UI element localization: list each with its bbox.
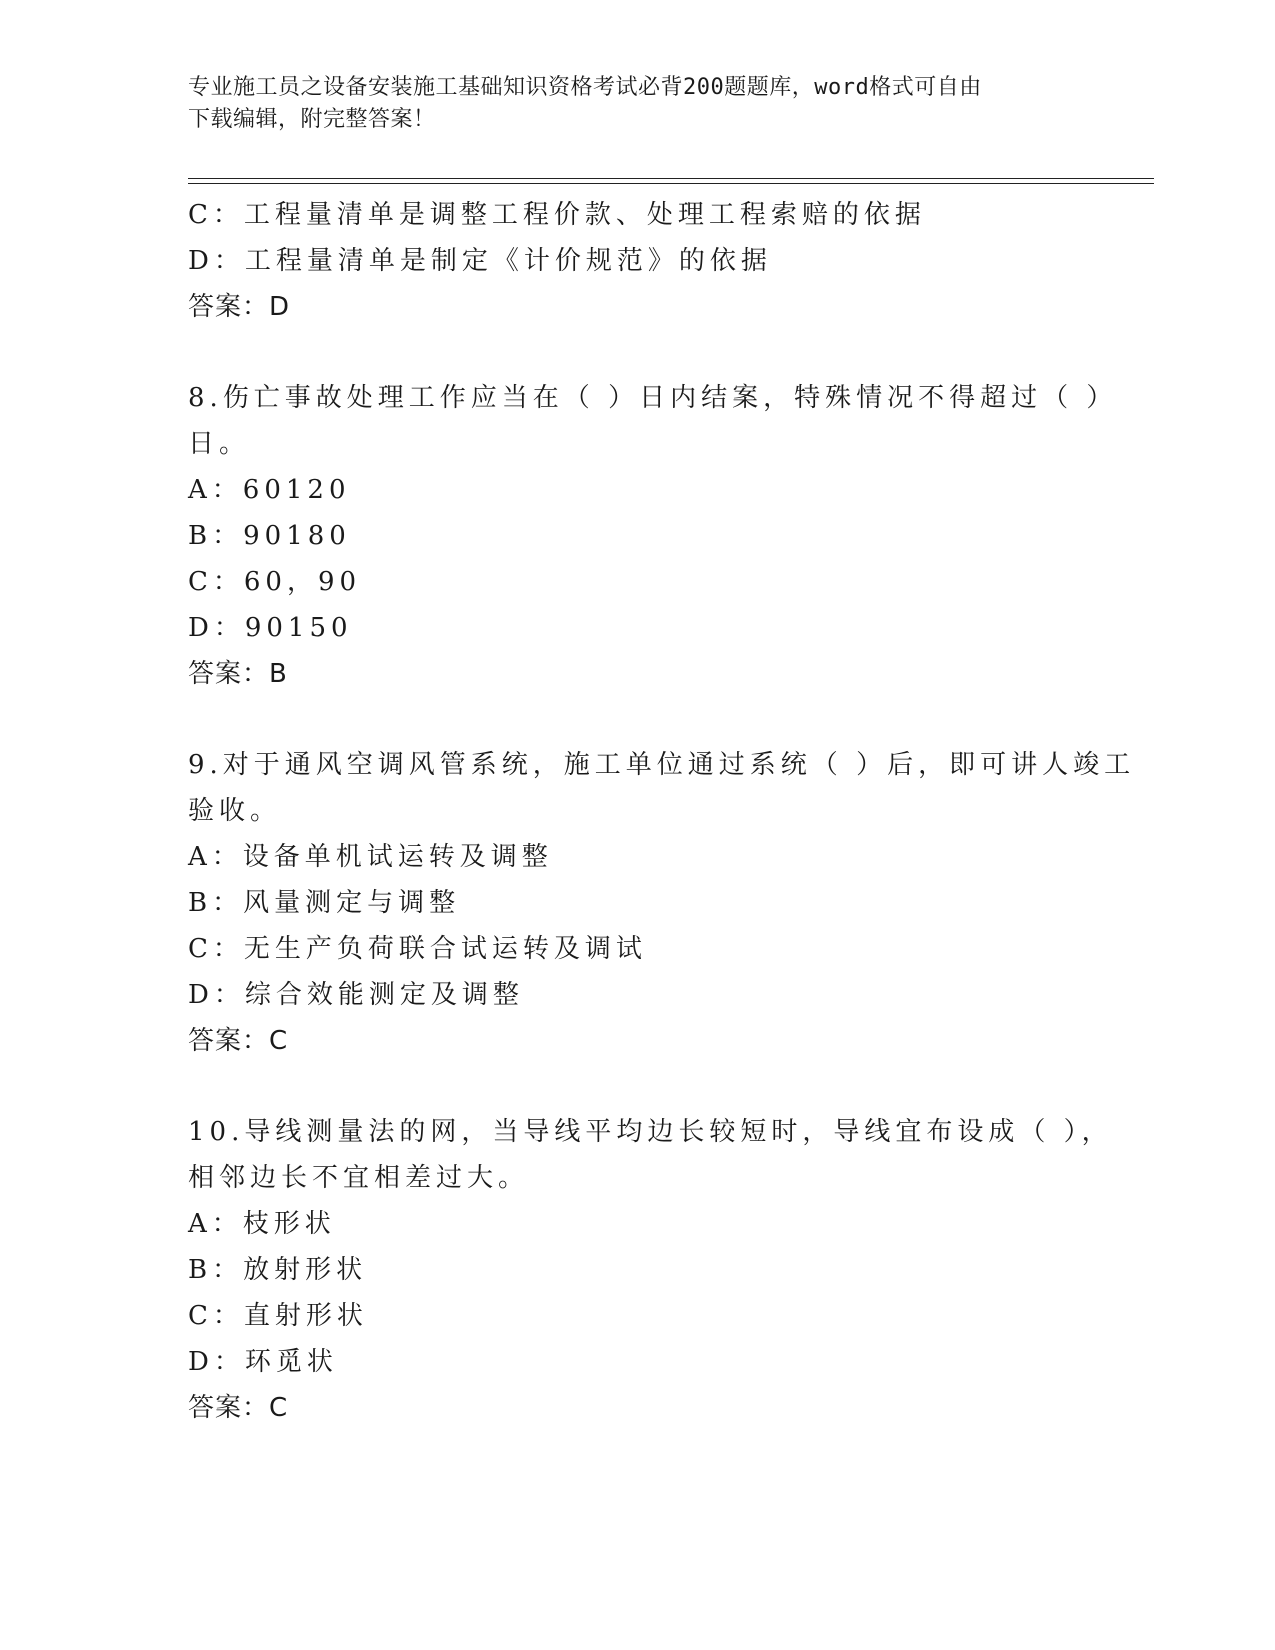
- question-stem-line-2: 验收。: [188, 796, 282, 826]
- header-divider-top: [188, 178, 1154, 179]
- question-10: [188, 1109, 1113, 1431]
- option-b: B：风量测定与调整: [188, 888, 461, 918]
- option-b: B：90180: [188, 521, 351, 551]
- answer-line: 答案：B: [188, 659, 288, 689]
- answer-line: 答案：C: [188, 1026, 289, 1056]
- option-d: D：90150: [188, 613, 353, 643]
- option-d: D：工程量清单是制定《计价规范》的依据: [188, 246, 772, 276]
- option-d: D：环觅状: [188, 1347, 338, 1377]
- question-stem-line-1: 10.导线测量法的网，当导线平均边长较短时，导线宜布设成（ ），: [188, 1117, 1113, 1147]
- option-a: A：60120: [188, 475, 351, 505]
- spacer: [188, 1064, 1088, 1109]
- question-list: [188, 192, 1136, 1431]
- option-b: B：放射形状: [188, 1255, 368, 1285]
- question-stem-line-2: 日。: [188, 429, 251, 459]
- document-header: [188, 72, 1068, 136]
- option-d: D：综合效能测定及调整: [188, 980, 524, 1010]
- question-8: [188, 375, 1118, 697]
- spacer: [188, 330, 1088, 375]
- option-c: C：60，90: [188, 567, 362, 597]
- option-c: C：直射形状: [188, 1301, 368, 1331]
- answer-line: 答案：C: [188, 1393, 289, 1423]
- question-stem-line-2: 相邻边长不宜相差过大。: [188, 1163, 530, 1193]
- question-stem-line-1: 8.伤亡事故处理工作应当在（ ）日内结案，特殊情况不得超过（ ）: [188, 383, 1118, 413]
- question-9: [188, 742, 1136, 1064]
- spacer: [188, 697, 1088, 742]
- option-c: C：无生产负荷联合试运转及调试: [188, 934, 647, 964]
- header-title-line-2: 下载编辑，附完整答案！: [188, 107, 436, 132]
- previous-question-tail: [188, 192, 1088, 330]
- option-c: C：工程量清单是调整工程价款、处理工程索赔的依据: [188, 200, 926, 230]
- option-a: A：设备单机试运转及调整: [188, 842, 553, 872]
- header-divider-bottom: [188, 183, 1154, 184]
- answer-line: 答案：D: [188, 292, 291, 322]
- question-stem-line-1: 9.对于通风空调风管系统，施工单位通过系统（ ）后，即可讲人竣工: [188, 750, 1136, 780]
- option-a: A：枝形状: [188, 1209, 336, 1239]
- header-title-line-1: 专业施工员之设备安装施工基础知识资格考试必背200题题库，word格式可自由: [188, 75, 982, 100]
